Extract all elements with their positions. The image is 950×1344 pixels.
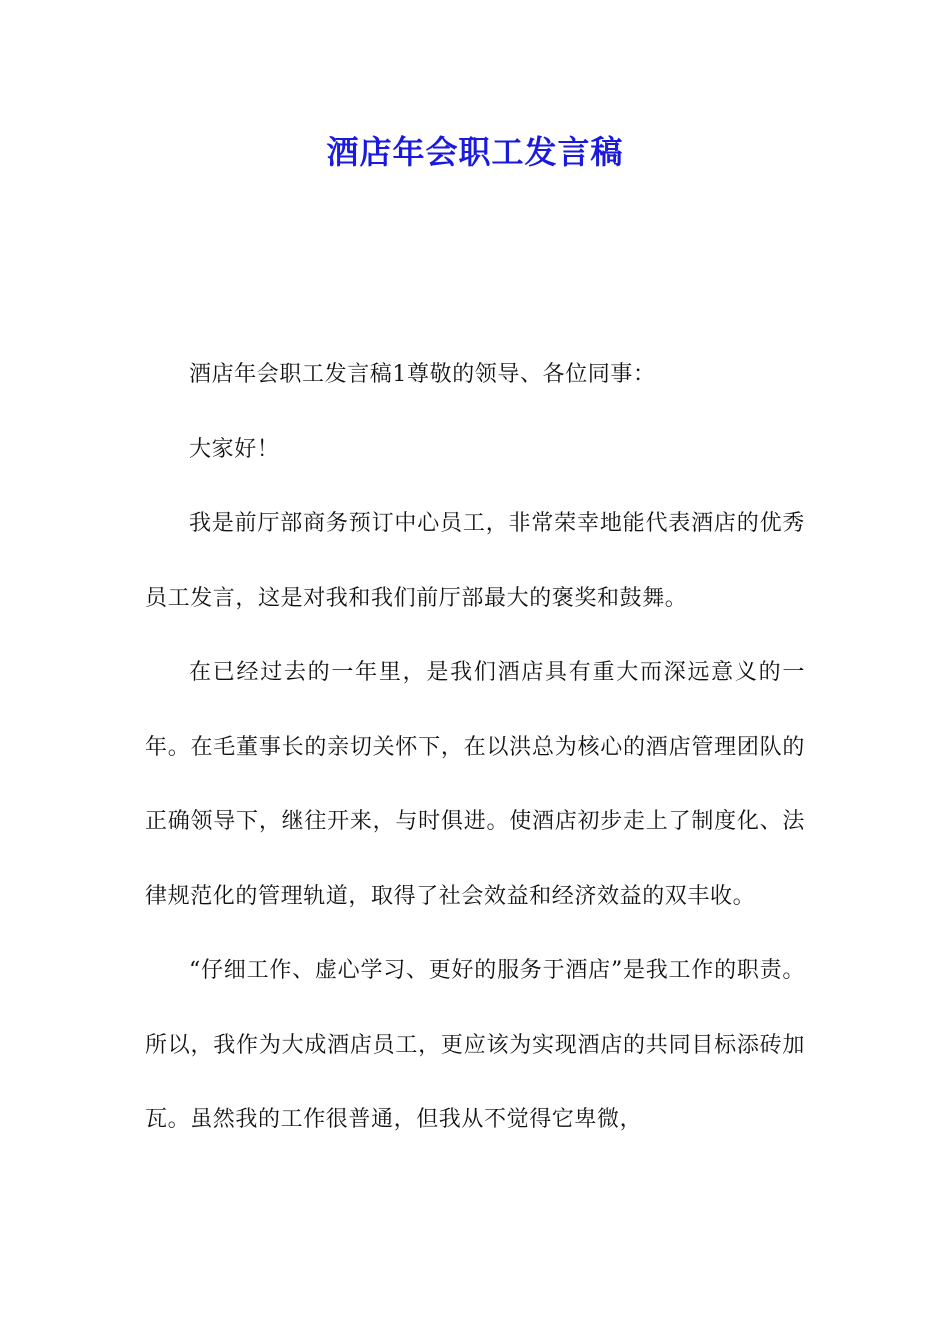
paragraph-introduction: 我是前厅部商务预订中心员工，非常荣幸地能代表酒店的优秀员工发言，这是对我和我们前厅部最大的褒奖和鼓舞。 <box>145 511 805 611</box>
paragraph-hello: 大家好！ <box>189 436 280 462</box>
page-title: 酒店年会职工发言稿 <box>326 133 624 171</box>
paragraph-past-year: 在已经过去的一年里，是我们酒店具有重大而深远意义的一年。在毛董事长的亲切关怀下，在以洪总为核心的酒店管理团队的正确领导下，继往开来，与时俱进。使酒店初步走上了制度化、法律规范化的管理轨道，取得了社会效益和经济效益的双丰收。 <box>145 660 805 909</box>
paragraph-greeting-heading: 酒店年会职工发言稿1尊敬的领导、各位同事： <box>189 362 656 387</box>
document-body <box>145 338 805 1158</box>
paragraph-duty: “仔细工作、虚心学习、更好的服务于酒店”是我工作的职责。所以，我作为大成酒店员工，更应该为实现酒店的共同目标添砖加瓦。虽然我的工作很普通，但我从不觉得它卑微， <box>145 958 805 1132</box>
